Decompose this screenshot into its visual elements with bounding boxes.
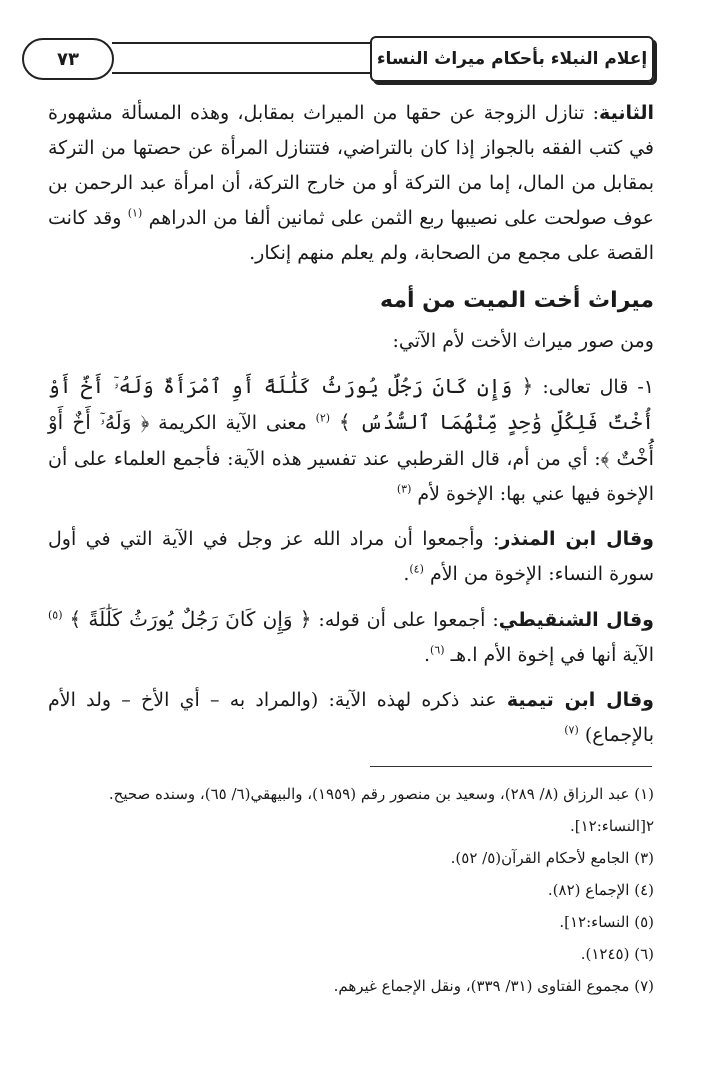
footnote-item: (٣) الجامع لأحكام القرآن(٥/ ٥٢).: [450, 849, 654, 867]
paragraph-label: وقال الشنقيطي: [498, 609, 654, 631]
running-header-title: إعلام النبلاء بأحكام ميراث النساء: [370, 36, 654, 82]
footnotes: [48, 778, 654, 1002]
footnote-ref: (١): [127, 206, 143, 220]
quran-verse: ﴿ وَإِن كَانَ رَجُلٌ يُورَثُ كَلَٰلَةً أَوِ ٱمْرَأَةٌ وَلَهُۥٓ أَخٌ أَوْ أُخْتٌ فَلِكُلِّ وَٰحِدٍ مِّنْهُمَا ٱلسُّدُسُ ﴾: [48, 374, 654, 434]
paragraph-text: ١- قال تعالى:: [533, 376, 654, 398]
footnote-separator: [370, 766, 652, 767]
paragraph-label: وقال ابن المنذر: [499, 528, 654, 550]
header-rule-top: [112, 42, 370, 44]
footnote-ref: (٢): [315, 411, 331, 425]
footnote-item: (٥) النساء:١٢].: [559, 913, 654, 931]
paragraph-text: : أي من أم، قال القرطبي عند تفسير هذه الآية: فأجمع العلماء على أن الإخوة فيها عني بها: الإخوة لأم: [48, 448, 654, 505]
footnote-item: (٦) (١٢٤٥).: [580, 945, 654, 963]
main-text: [48, 96, 654, 753]
paragraph-label: الثانية: [599, 102, 654, 124]
quran-verse: ﴿ وَلَهُۥٓ أَخٌ أَوْ أُخْتٌ ﴾: [48, 410, 654, 470]
paragraph-label: وقال ابن تيمية: [506, 689, 654, 711]
paragraph-text: : تنازل الزوجة عن حقها من الميراث بمقابل، وهذه المسألة مشهورة في كتب الفقه بالجواز إذا كان بالتراضي، فتتنازل المرأة عن حصتها من التركة بمقابل من المال، إما من التركة أو من خارج التركة، أن امرأة عبد الرحمن بن عوف صولحت على نصيبها ربع الثمن على ثمانين ألفا من الدراهم: [48, 102, 655, 229]
paragraph-ibn-almundhir: وقال ابن المنذر: وأجمعوا أن مراد الله عز وجل في الآية التي في أول سورة النساء: الإخوة من الأم $^{(٤)}$.: [48, 528, 654, 585]
footnote-ref: (٣): [396, 482, 412, 496]
paragraph-text: معنى الآية الكريمة: [149, 412, 316, 434]
paragraph-verse-one: [48, 369, 654, 512]
footnote-item: (١) عبد الرزاق (٨/ ٢٨٩)، وسعيد بن منصور رقم (١٩٥٩)، والبيهقي(٦/ ٦٥)، وسنده صحيح.: [108, 785, 654, 803]
footnote-item: (٧) مجموع الفتاوى (٣١/ ٣٣٩)، ونقل الإجماع غيرهم.: [333, 977, 654, 995]
section-intro: ومن صور ميراث الأخت لأم الآتي:: [392, 330, 654, 352]
paragraph-text: عند ذكره لهذه الآية: (والمراد به – أي الأخ – ولد الأم بالإجماع): [48, 689, 654, 746]
footnote-ref: (٤): [409, 562, 424, 576]
paragraph-text: وقد كانت القصة على مجمع من الصحابة، ولم يعلم منهم إنكار.: [48, 207, 654, 264]
paragraph-second-issue: [48, 96, 654, 271]
footnote-ref: (٦): [430, 643, 445, 657]
footnote-item: (٤) الإجماع (٨٢).: [547, 881, 654, 899]
paragraph-ibn-taymiyyah: [48, 683, 654, 753]
quran-verse: ﴿ وَإِن كَانَ رَجُلٌ يُورَثُ كَلَٰلَةً ﴾: [69, 607, 312, 631]
paragraph-text: : أجمعوا على أن قوله:: [311, 609, 499, 631]
paragraph-shinqiti: وقال الشنقيطي: أجمعوا على أن قوله: ﴿ وَإِن كَانَ رَجُلٌ يُورَثُ كَلَٰلَةً ﴾ $^{(٥)}$ الآية أنها في إخوة الأم ا.هـ $^{(٦)}$.: [48, 607, 654, 666]
section-heading: ميراث أخت الميت من أمه: [379, 288, 654, 313]
footnote-ref: (٧): [564, 723, 579, 737]
paragraph-text: الآية أنها في إخوة الأم ا.هـ: [450, 644, 654, 666]
header-rule-bottom: [112, 72, 370, 74]
footnote-ref: (٥): [48, 608, 63, 622]
page-number: ٧٣: [22, 38, 114, 80]
paragraph-text: : وأجمعوا أن مراد الله عز وجل في الآية التي في أول سورة النساء: الإخوة من الأم: [48, 528, 654, 585]
footnote-item: ٢[النساء:١٢].: [570, 817, 654, 835]
